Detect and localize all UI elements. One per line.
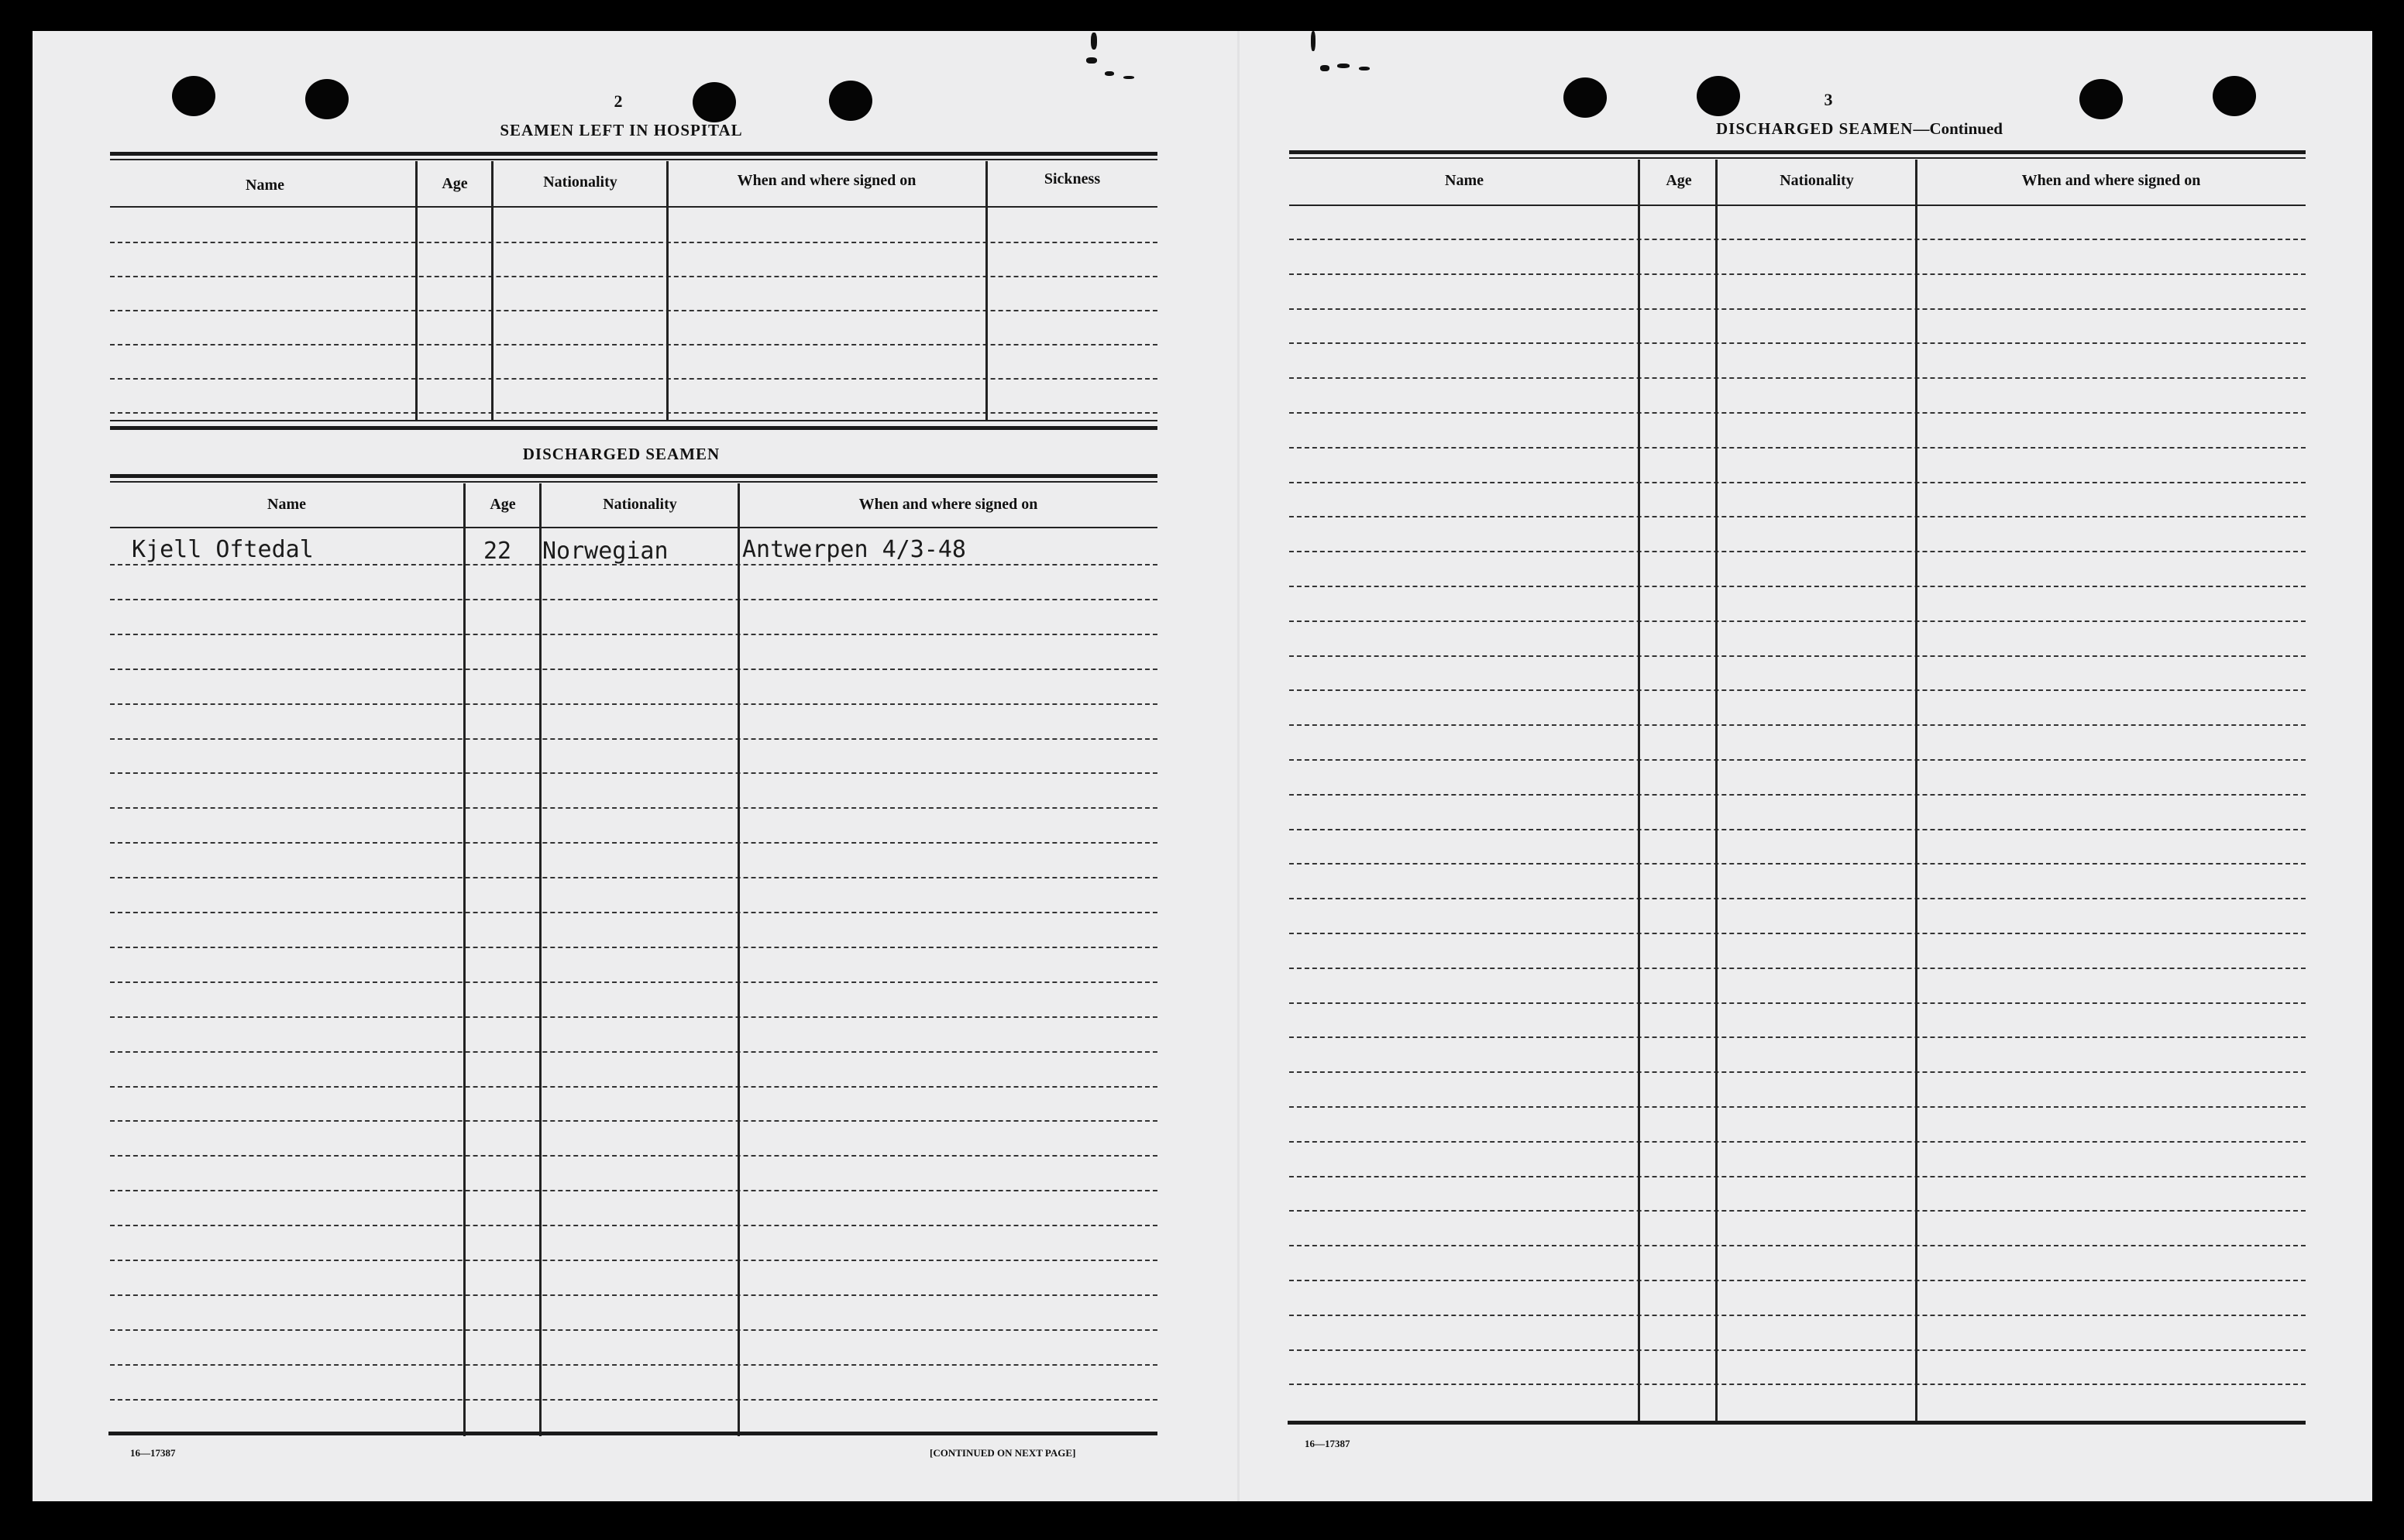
continued-col-nationality: Nationality xyxy=(1780,172,1854,189)
rule xyxy=(110,426,1157,430)
row-line xyxy=(1289,1002,2306,1004)
row-line xyxy=(1289,447,2306,449)
row-line xyxy=(110,310,1157,311)
page-number: 2 xyxy=(614,91,623,111)
discharged-col-name: Name xyxy=(267,496,306,513)
row-line xyxy=(1289,829,2306,830)
row-line xyxy=(1289,1384,2306,1385)
row-line xyxy=(1289,620,2306,622)
rule xyxy=(110,420,1157,421)
row-line xyxy=(110,634,1157,635)
row-line xyxy=(110,344,1157,345)
left-page xyxy=(33,31,1237,1501)
row-line xyxy=(1289,898,2306,899)
row-line xyxy=(110,669,1157,670)
row-line xyxy=(1289,1349,2306,1351)
row-line xyxy=(110,1294,1157,1296)
row-line xyxy=(1289,724,2306,726)
row-line xyxy=(1289,377,2306,379)
row-line xyxy=(1289,412,2306,414)
discharged-col-signed-on: When and where signed on xyxy=(858,496,1038,513)
row-line xyxy=(1289,1280,2306,1281)
row-line xyxy=(1289,273,2306,275)
row-line xyxy=(110,1399,1157,1401)
right-page xyxy=(1240,31,2372,1501)
form-sheet xyxy=(33,31,2372,1501)
row-line xyxy=(110,772,1157,774)
header-rule xyxy=(110,206,1157,208)
hospital-col-sickness: Sickness xyxy=(1044,170,1101,187)
column-divider xyxy=(415,161,418,420)
row-line xyxy=(110,276,1157,277)
row-line xyxy=(110,1364,1157,1366)
row-line xyxy=(110,877,1157,878)
seaman-age: 22 xyxy=(483,538,512,565)
form-number: 16—17387 xyxy=(1305,1438,1350,1449)
row-line xyxy=(1289,863,2306,865)
continued-col-name: Name xyxy=(1445,172,1484,189)
seaman-name: Kjell Oftedal xyxy=(132,536,314,563)
row-line xyxy=(110,599,1157,600)
row-line xyxy=(1289,933,2306,934)
hospital-col-name: Name xyxy=(246,177,284,194)
row-line xyxy=(1289,655,2306,657)
row-line xyxy=(110,1225,1157,1226)
hospital-col-signed-on: When and where signed on xyxy=(737,172,917,189)
row-line xyxy=(1289,239,2306,240)
row-line xyxy=(110,703,1157,705)
row-line xyxy=(110,564,1157,565)
row-line xyxy=(1289,516,2306,517)
row-line xyxy=(110,242,1157,243)
seaman-nationality: Norwegian xyxy=(542,538,669,565)
column-divider xyxy=(985,161,988,420)
continued-note: [CONTINUED ON NEXT PAGE] xyxy=(930,1447,1076,1459)
rule xyxy=(1288,1421,2306,1425)
section-title-discharged-continued xyxy=(1580,119,2138,139)
row-line xyxy=(1289,342,2306,344)
row-line xyxy=(110,1051,1157,1053)
seaman-signed-on: Antwerpen 4/3-48 xyxy=(742,536,966,563)
row-line xyxy=(1289,1245,2306,1246)
row-line xyxy=(1289,1071,2306,1073)
row-line xyxy=(1289,1036,2306,1038)
column-divider xyxy=(1715,160,1718,1424)
header-rule xyxy=(1289,205,2306,206)
row-line xyxy=(1289,968,2306,969)
hospital-col-age: Age xyxy=(442,175,468,192)
row-line xyxy=(1289,689,2306,691)
row-line xyxy=(1289,308,2306,310)
row-line xyxy=(110,807,1157,809)
row-line xyxy=(1289,482,2306,483)
row-line xyxy=(110,1016,1157,1018)
discharged-col-nationality: Nationality xyxy=(603,496,677,513)
rule xyxy=(1289,150,2306,154)
rule xyxy=(108,1432,1157,1435)
section-title-hospital: SEAMEN LEFT IN HOSPITAL xyxy=(500,121,743,139)
row-line xyxy=(110,1190,1157,1191)
rule xyxy=(110,152,1157,156)
rule xyxy=(1289,157,2306,159)
continued-col-age: Age xyxy=(1666,172,1692,189)
row-line xyxy=(1289,1141,2306,1143)
row-line xyxy=(110,981,1157,983)
row-line xyxy=(110,947,1157,948)
row-line xyxy=(110,1155,1157,1157)
continued-col-signed-on: When and where signed on xyxy=(2021,172,2201,189)
form-number: 16—17387 xyxy=(130,1447,176,1459)
header-rule xyxy=(110,527,1157,528)
rule xyxy=(110,159,1157,160)
row-line xyxy=(1289,1106,2306,1108)
row-line xyxy=(110,912,1157,913)
column-divider xyxy=(539,483,542,1436)
column-divider xyxy=(463,483,466,1436)
rule xyxy=(110,481,1157,483)
row-line xyxy=(110,842,1157,844)
row-line xyxy=(110,738,1157,740)
section-title-suffix: —Continued xyxy=(1913,119,2003,138)
row-line xyxy=(1289,759,2306,761)
page-number: 3 xyxy=(1824,90,1833,109)
column-divider xyxy=(738,483,740,1436)
row-line xyxy=(1289,586,2306,587)
row-line xyxy=(1289,1210,2306,1212)
column-divider xyxy=(1915,160,1917,1424)
column-divider xyxy=(491,161,494,420)
row-line xyxy=(1289,794,2306,796)
row-line xyxy=(110,1086,1157,1088)
section-title-discharged: DISCHARGED SEAMEN xyxy=(522,445,721,463)
row-line xyxy=(110,1120,1157,1122)
row-line xyxy=(1289,1315,2306,1316)
row-line xyxy=(1289,1176,2306,1177)
row-line xyxy=(110,378,1157,380)
column-divider xyxy=(1638,160,1640,1424)
hospital-col-nationality: Nationality xyxy=(543,174,617,191)
section-title-main: DISCHARGED SEAMEN xyxy=(1716,119,1914,138)
row-line xyxy=(110,412,1157,414)
column-divider xyxy=(666,161,669,420)
discharged-col-age: Age xyxy=(490,496,516,513)
row-line xyxy=(1289,551,2306,552)
row-line xyxy=(110,1260,1157,1261)
row-line xyxy=(110,1329,1157,1331)
rule xyxy=(110,474,1157,478)
